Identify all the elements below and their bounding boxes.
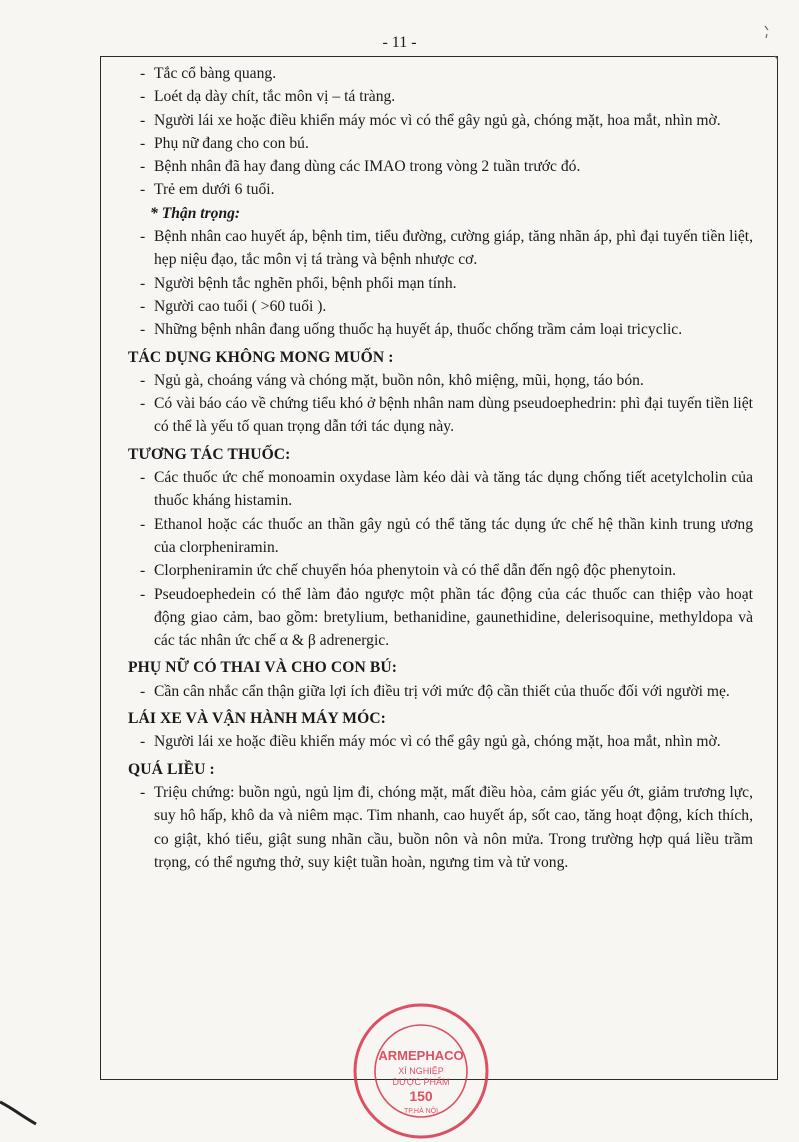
overdose-list	[128, 781, 753, 874]
scan-marks	[761, 20, 781, 70]
list-item: - Người lái xe hoặc điều khiển máy móc vì có thể gây ngủ gà, chóng mặt, hoa mắt, nhìn mờ.	[128, 730, 753, 753]
dash-bullet: -	[140, 274, 146, 292]
list-item: - Bệnh nhân đã hay đang dùng các IMAO trong vòng 2 tuần trước đó.	[128, 155, 753, 178]
precautions-list	[128, 225, 753, 341]
list-item: - Triệu chứng: buồn ngủ, ngủ lịm đi, chóng mặt, mất điều hòa, cảm giác yếu ớt, giảm trương lực, suy hô hấp, khô da và niêm mạc. Tim nhanh, cao huyết áp, sốt cao, tăng hoạt động, kích thích, co giật, khó tiểu, giật sung nhãn cầu, buồn nôn và nôn mửa. Trong trường hợp quá liều trầm trọng, có thể ngưng thở, suy kiệt tuần hoàn, ngưng tim và tử vong.	[128, 781, 753, 874]
seal-number: 150	[409, 1088, 433, 1104]
pregnancy-section	[128, 656, 753, 703]
driving-section	[128, 707, 753, 754]
interactions-section	[128, 443, 753, 653]
dash-bullet: -	[140, 158, 146, 176]
page-number: - 11 -	[382, 34, 417, 51]
dash-bullet: -	[140, 228, 146, 246]
dash-bullet: -	[140, 395, 146, 413]
dash-bullet: -	[140, 682, 146, 700]
dash-bullet: -	[140, 181, 146, 199]
driving-list	[128, 730, 753, 753]
list-item: - Trẻ em dưới 6 tuổi.	[128, 178, 753, 201]
seal-city: TP.HÀ NỘI	[403, 1108, 439, 1115]
side-effects-heading: TÁC DỤNG KHÔNG MONG MUỐN :	[128, 348, 394, 366]
interactions-heading: TƯƠNG TÁC THUỐC:	[128, 445, 291, 463]
list-item: - Bệnh nhân cao huyết áp, bệnh tim, tiểu đường, cường giáp, tăng nhãn áp, phì đại tuyến tiền liệt, hẹp niệu đạo, tắc môn vị tá tràng và bệnh nhược cơ.	[128, 225, 753, 272]
list-item: - Pseudoephedein có thể làm đảo ngược một phần tác động của các thuốc can thiệp vào hoạt động giao cảm, bao gồm: bretylium, bethanidine, gaunethidine, delerisoquine, methyldopa và các tác nhân ức chế α & β adrenergic.	[128, 583, 753, 653]
dash-bullet: -	[140, 134, 146, 152]
pregnancy-list	[128, 680, 753, 703]
dash-bullet: -	[140, 515, 146, 533]
list-item: - Ngủ gà, choáng váng và chóng mặt, buồn nôn, khô miệng, mũi, họng, táo bón.	[128, 369, 753, 392]
list-item: - Người bệnh tắc nghẽn phổi, bệnh phổi mạn tính.	[128, 272, 753, 295]
list-item: - Có vài báo cáo về chứng tiểu khó ở bệnh nhân nam dùng pseudoephedrin: phì đại tuyến tiền liệt có thể là yếu tố quan trọng dẫn tới tác dụng này.	[128, 392, 753, 439]
list-item: - Phụ nữ đang cho con bú.	[128, 132, 753, 155]
seal-line2: DƯỢC PHẨM	[392, 1077, 450, 1087]
dash-bullet: -	[140, 88, 146, 106]
document-body	[128, 62, 753, 874]
overdose-section	[128, 758, 753, 874]
dash-bullet: -	[140, 321, 146, 339]
pregnancy-heading: PHỤ NỮ CÓ THAI VÀ CHO CON BÚ:	[128, 659, 398, 677]
list-item: - Cần cân nhắc cẩn thận giữa lợi ích điều trị với mức độ cần thiết của thuốc đối với người mẹ.	[128, 680, 753, 703]
list-item: - Các thuốc ức chế monoamin oxydase làm kéo dài và tăng tác dụng chống tiết acetylcholin của thuốc kháng histamin.	[128, 466, 753, 513]
precautions-heading: * Thận trọng:	[150, 204, 241, 222]
dash-bullet: -	[140, 65, 146, 82]
dash-bullet: -	[140, 371, 146, 389]
seal-company: ARMEPHACO	[378, 1048, 464, 1063]
list-item: - Người cao tuổi ( >60 tuổi ).	[128, 295, 753, 318]
dash-bullet: -	[140, 562, 146, 580]
dash-bullet: -	[140, 585, 146, 603]
side-effects-section	[128, 346, 753, 439]
overdose-heading: QUÁ LIỀU :	[128, 760, 215, 778]
driving-heading: LÁI XE VÀ VẬN HÀNH MÁY MÓC:	[128, 710, 386, 728]
side-effects-list	[128, 369, 753, 439]
list-item: - Tắc cổ bàng quang.	[128, 62, 753, 85]
company-seal-stamp	[350, 1000, 492, 1142]
list-item: - Những bệnh nhân đang uống thuốc hạ huyết áp, thuốc chống trầm cảm loại tricyclic.	[128, 318, 753, 341]
dash-bullet: -	[140, 297, 146, 315]
precautions-section	[128, 202, 753, 342]
list-item: - Người lái xe hoặc điều khiển máy móc vì có thể gây ngủ gà, chóng mặt, hoa mắt, nhìn mờ.	[128, 109, 753, 132]
scan-edge-mark	[0, 1098, 40, 1128]
contraindications-section	[128, 62, 753, 202]
interactions-list	[128, 466, 753, 652]
dash-bullet: -	[140, 111, 146, 129]
list-item: - Loét dạ dày chít, tắc môn vị – tá tràng.	[128, 85, 753, 108]
seal-line1: XÍ NGHIỆP	[398, 1066, 444, 1076]
list-item: - Ethanol hoặc các thuốc an thần gây ngủ có thể tăng tác dụng ức chế hệ thần kinh trung ương của clorpheniramin.	[128, 513, 753, 560]
dash-bullet: -	[140, 733, 146, 751]
contraindications-list	[128, 62, 753, 202]
list-item: - Clorpheniramin ức chế chuyển hóa phenytoin và có thể dẫn đến ngộ độc phenytoin.	[128, 559, 753, 582]
dash-bullet: -	[140, 469, 146, 487]
dash-bullet: -	[140, 783, 146, 801]
